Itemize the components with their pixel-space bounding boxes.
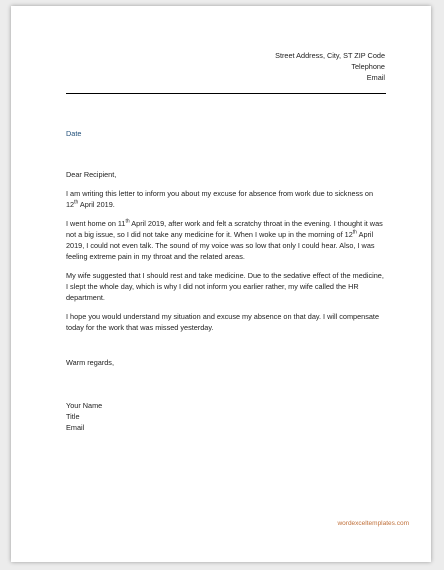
sender-address: Street Address, City, ST ZIP Code bbox=[275, 51, 385, 60]
paragraph-2-text-c: April 2019, I could not even talk. The sound of my voice was so low that only I could hear. Also, I was feeling extreme pain in my throat and the related areas. bbox=[66, 230, 375, 261]
sender-telephone: Telephone bbox=[351, 62, 385, 71]
paragraph-1 bbox=[66, 188, 384, 210]
paragraph-3: My wife suggested that I should rest and take medicine. Due to the sedative effect of the medicine, I slept the whole day, which is why I did not inform you earlier rather, my wife called the HR department. bbox=[66, 271, 384, 302]
paragraph-4: I hope you would understand my situation and excuse my absence on that day. I will compensate today for the work that was missed yesterday. bbox=[66, 312, 380, 332]
letter-body bbox=[66, 169, 384, 341]
signature-name: Your Name bbox=[66, 401, 103, 410]
ordinal-suffix: th bbox=[74, 199, 79, 206]
paragraph-2-text-b: April 2019, after work and felt a scratchy throat in the evening. I thought it was not a big issue, so I did not take any medicine for it. When I woke up in the morning of 12 bbox=[66, 219, 383, 239]
signature-email: Email bbox=[66, 423, 85, 432]
paragraph-2 bbox=[66, 218, 384, 262]
signature-block bbox=[66, 400, 102, 433]
paragraph-1-text-b: April 2019. bbox=[78, 200, 115, 209]
closing: Warm regards, bbox=[66, 358, 114, 367]
letter-page bbox=[11, 6, 431, 562]
sender-header bbox=[275, 50, 385, 83]
salutation: Dear Recipient, bbox=[66, 170, 117, 179]
ordinal-suffix: th bbox=[125, 218, 130, 225]
sender-email: Email bbox=[366, 73, 385, 82]
letter-date: Date bbox=[66, 129, 82, 138]
signature-title: Title bbox=[66, 412, 80, 421]
paragraph-2-text-a: I went home on 11 bbox=[66, 219, 126, 228]
header-divider bbox=[66, 93, 386, 94]
ordinal-suffix: th bbox=[352, 229, 357, 236]
watermark: wordexceltemplates.com bbox=[337, 520, 409, 527]
paragraph-1-text-a: I am writing this letter to inform you about my excuse for absence from work due to sickness on 12 bbox=[66, 189, 374, 209]
